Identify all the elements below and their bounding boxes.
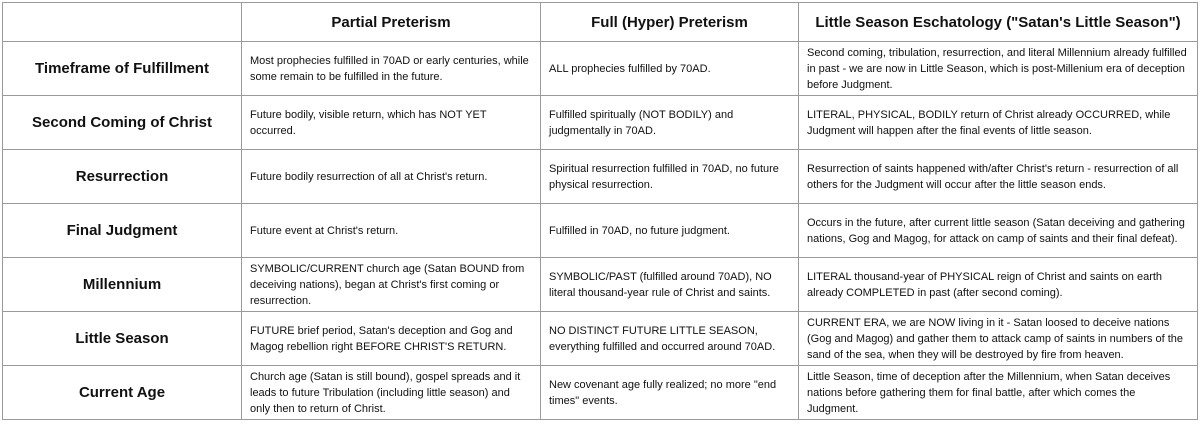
row-label: Timeframe of Fulfillment xyxy=(3,42,242,96)
table-row xyxy=(3,150,1198,204)
header-full-preterism: Full (Hyper) Preterism xyxy=(541,3,799,42)
cell-partial: SYMBOLIC/CURRENT church age (Satan BOUND from deceiving nations), began at Christ's first coming or resurrection. xyxy=(242,258,541,312)
cell-little: Resurrection of saints happened with/after Christ's return - resurrection of all others for the Judgment will occur after the little season ends. xyxy=(799,150,1198,204)
table-row xyxy=(3,258,1198,312)
cell-full: Fulfilled spiritually (NOT BODILY) and judgmentally in 70AD. xyxy=(541,96,799,150)
cell-full: New covenant age fully realized; no more "end times" events. xyxy=(541,366,799,420)
cell-full: SYMBOLIC/PAST (fulfilled around 70AD), NO literal thousand-year rule of Christ and saints. xyxy=(541,258,799,312)
row-label: Resurrection xyxy=(3,150,242,204)
row-label: Millennium xyxy=(3,258,242,312)
row-label: Second Coming of Christ xyxy=(3,96,242,150)
table-row xyxy=(3,42,1198,96)
cell-full: Fulfilled in 70AD, no future judgment. xyxy=(541,204,799,258)
header-corner xyxy=(3,3,242,42)
table-row xyxy=(3,366,1198,420)
header-little-season: Little Season Eschatology ("Satan's Little Season") xyxy=(799,3,1198,42)
header-row xyxy=(3,3,1198,42)
cell-partial: Future bodily resurrection of all at Christ's return. xyxy=(242,150,541,204)
cell-little: CURRENT ERA, we are NOW living in it - Satan loosed to deceive nations (Gog and Magog) and gather them to attack camp of saints in numbers of the sand of the sea, when they will be destroyed by fire from heaven. xyxy=(799,312,1198,366)
row-label: Current Age xyxy=(3,366,242,420)
cell-partial: Future bodily, visible return, which has NOT YET occurred. xyxy=(242,96,541,150)
cell-full: Spiritual resurrection fulfilled in 70AD, no future physical resurrection. xyxy=(541,150,799,204)
cell-partial: Future event at Christ's return. xyxy=(242,204,541,258)
row-label: Little Season xyxy=(3,312,242,366)
cell-partial: Most prophecies fulfilled in 70AD or early centuries, while some remain to be fulfilled in the future. xyxy=(242,42,541,96)
table-row xyxy=(3,312,1198,366)
table-row xyxy=(3,96,1198,150)
cell-little: Little Season, time of deception after the Millennium, when Satan deceives nations before gathering them for final battle, after which comes the Judgment. xyxy=(799,366,1198,420)
comparison-table xyxy=(2,2,1198,420)
cell-little: Second coming, tribulation, resurrection, and literal Millennium already fulfilled in past - we are now in Little Season, which is post-Millenium era of deception before Judgment. xyxy=(799,42,1198,96)
cell-little: Occurs in the future, after current little season (Satan deceiving and gathering nations, Gog and Magog, for attack on camp of saints and their final defeat). xyxy=(799,204,1198,258)
table-row xyxy=(3,204,1198,258)
row-label: Final Judgment xyxy=(3,204,242,258)
cell-little: LITERAL, PHYSICAL, BODILY return of Christ already OCCURRED, while Judgment will happen after the final events of little season. xyxy=(799,96,1198,150)
cell-full: ALL prophecies fulfilled by 70AD. xyxy=(541,42,799,96)
cell-full: NO DISTINCT FUTURE LITTLE SEASON, everything fulfilled and occurred around 70AD. xyxy=(541,312,799,366)
cell-little: LITERAL thousand-year of PHYSICAL reign of Christ and saints on earth already COMPLETED in past (after second coming). xyxy=(799,258,1198,312)
header-partial-preterism: Partial Preterism xyxy=(242,3,541,42)
cell-partial: FUTURE brief period, Satan's deception and Gog and Magog rebellion right BEFORE CHRIST'S RETURN. xyxy=(242,312,541,366)
cell-partial: Church age (Satan is still bound), gospel spreads and it leads to future Tribulation (including little season) and only then to return of Christ. xyxy=(242,366,541,420)
